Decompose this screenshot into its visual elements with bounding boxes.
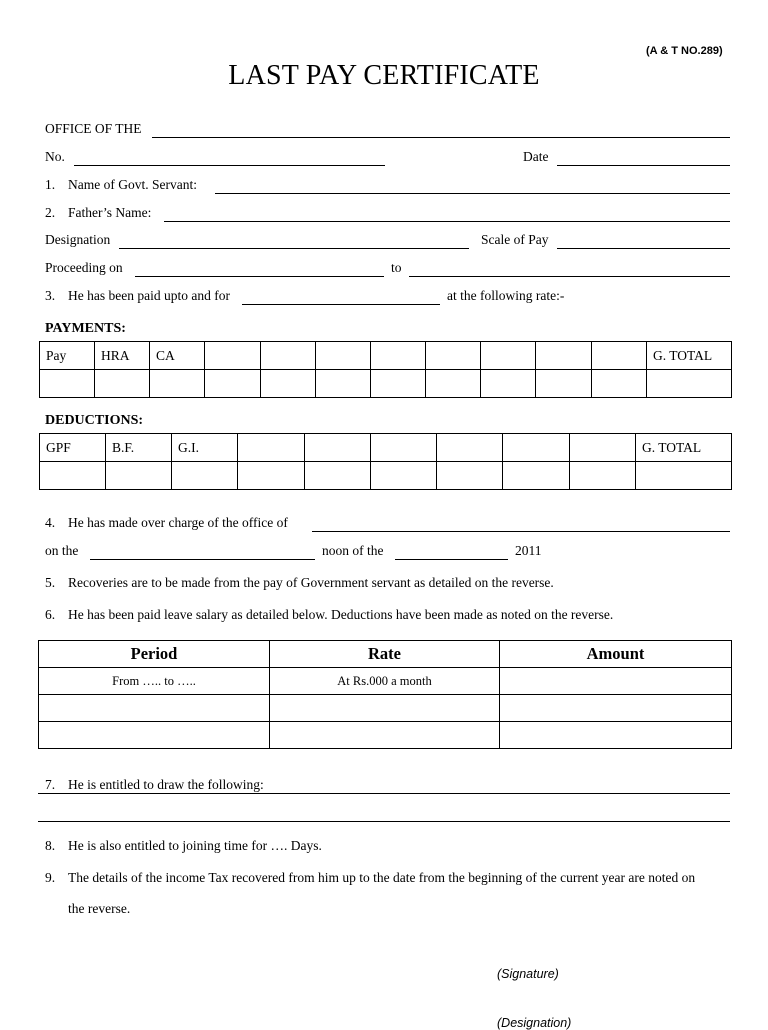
deductions-header-cell: [305, 434, 371, 462]
deductions-value-cell[interactable]: [172, 462, 238, 490]
payments-value-cell[interactable]: [150, 370, 205, 398]
leave-amount-cell[interactable]: [500, 668, 732, 695]
leave-header-row: [39, 641, 732, 668]
payments-value-cell[interactable]: [95, 370, 150, 398]
designation-field[interactable]: [119, 248, 469, 249]
payments-header-cell: [592, 342, 647, 370]
payments-header-cell: CA: [150, 342, 205, 370]
payments-header-cell: Pay: [40, 342, 95, 370]
payments-value-cell[interactable]: [40, 370, 95, 398]
payments-heading: PAYMENTS:: [45, 321, 126, 336]
payments-value-cell[interactable]: [536, 370, 592, 398]
item9-text-continued: the reverse.: [68, 901, 131, 916]
deductions-heading: DEDUCTIONS:: [45, 413, 144, 428]
item9-text: 9. The details of the income Tax recovered from him up to the date from the beginning of the current year are noted on: [45, 870, 696, 885]
item3-suffix: at the following rate:-: [447, 288, 565, 303]
entitled-draw-line-2[interactable]: [38, 821, 730, 822]
no-label: No.: [45, 149, 65, 164]
office-label: OFFICE OF THE: [45, 121, 142, 136]
payments-header-row: [40, 342, 732, 370]
deductions-header-cell: G.I.: [172, 434, 238, 462]
payments-header-cell: [371, 342, 426, 370]
deductions-value-cell[interactable]: [570, 462, 636, 490]
deductions-header-cell: GPF: [40, 434, 106, 462]
deductions-value-cell[interactable]: [371, 462, 437, 490]
deductions-header-cell: [371, 434, 437, 462]
leave-amount-cell[interactable]: [500, 695, 732, 722]
leave-period-cell[interactable]: [39, 695, 270, 722]
leave-salary-table: [38, 640, 732, 749]
deductions-value-cell[interactable]: [437, 462, 503, 490]
deductions-value-cell[interactable]: [636, 462, 732, 490]
payments-value-cell[interactable]: [647, 370, 732, 398]
govt-servant-name-field[interactable]: [215, 193, 730, 194]
item2-label: 2. Father’s Name:: [45, 205, 152, 220]
date-field[interactable]: [557, 165, 730, 166]
deductions-header-cell: [570, 434, 636, 462]
deductions-header-cell: [238, 434, 305, 462]
table-row: [39, 722, 732, 749]
payments-value-cell[interactable]: [592, 370, 647, 398]
deductions-header-cell: [437, 434, 503, 462]
page-title: LAST PAY CERTIFICATE: [228, 60, 540, 91]
designation-label: Designation: [45, 232, 111, 247]
payments-header-cell: [536, 342, 592, 370]
scale-of-pay-field[interactable]: [557, 248, 730, 249]
leave-period-cell[interactable]: [39, 722, 270, 749]
leave-rate-cell[interactable]: [270, 695, 500, 722]
deductions-value-cell[interactable]: [40, 462, 106, 490]
payments-table: [39, 341, 732, 398]
payments-value-cell[interactable]: [316, 370, 371, 398]
item6-text: 6. He has been paid leave salary as detailed below. Deductions have been made as noted on the reverse.: [45, 607, 614, 622]
deductions-value-cell[interactable]: [106, 462, 172, 490]
date-label: Date: [523, 149, 549, 164]
leave-period-cell[interactable]: From ….. to …..: [39, 668, 270, 695]
deductions-value-row: [40, 462, 732, 490]
paid-upto-field[interactable]: [242, 304, 440, 305]
to-field[interactable]: [409, 276, 730, 277]
form-code: (A & T NO.289): [646, 45, 723, 57]
entitled-draw-line-1[interactable]: [38, 793, 730, 794]
payments-header-cell: [316, 342, 371, 370]
deductions-value-cell[interactable]: [503, 462, 570, 490]
payments-value-cell[interactable]: [205, 370, 261, 398]
proceeding-on-label: Proceeding on: [45, 260, 123, 275]
signature-label: (Signature): [497, 967, 559, 981]
payments-value-row: [40, 370, 732, 398]
payments-header-cell: [205, 342, 261, 370]
payments-value-cell[interactable]: [426, 370, 481, 398]
deductions-value-cell[interactable]: [238, 462, 305, 490]
table-row: [39, 668, 732, 695]
leave-amount-cell[interactable]: [500, 722, 732, 749]
on-the-field[interactable]: [90, 559, 315, 560]
item8-text: 8. He is also entitled to joining time for …. Days.: [45, 838, 322, 853]
leave-rate-cell[interactable]: At Rs.000 a month: [270, 668, 500, 695]
leave-header-cell: Period: [39, 641, 270, 668]
leave-header-cell: Rate: [270, 641, 500, 668]
payments-value-cell[interactable]: [371, 370, 426, 398]
deductions-header-cell: G. TOTAL: [636, 434, 732, 462]
item1-label: 1. Name of Govt. Servant:: [45, 177, 197, 192]
deductions-header-cell: [503, 434, 570, 462]
designation-sign-label: (Designation): [497, 1016, 572, 1030]
payments-header-cell: [261, 342, 316, 370]
noon-of-the-label: noon of the: [322, 543, 384, 558]
deductions-header-cell: B.F.: [106, 434, 172, 462]
deductions-header-row: [40, 434, 732, 462]
noon-field[interactable]: [395, 559, 508, 560]
item4-label: 4. He has made over charge of the office of: [45, 515, 288, 530]
deductions-value-cell[interactable]: [305, 462, 371, 490]
no-field[interactable]: [74, 165, 385, 166]
office-charge-field[interactable]: [312, 531, 730, 532]
table-row: [39, 695, 732, 722]
leave-header-cell: Amount: [500, 641, 732, 668]
item7-label: 7. He is entitled to draw the following:: [45, 777, 264, 792]
on-the-label: on the: [45, 543, 79, 558]
payments-header-cell: HRA: [95, 342, 150, 370]
leave-rate-cell[interactable]: [270, 722, 500, 749]
scale-of-pay-label: Scale of Pay: [481, 232, 549, 247]
payments-header-cell: [426, 342, 481, 370]
fathers-name-field[interactable]: [164, 221, 730, 222]
to-label: to: [391, 260, 402, 275]
year-text: 2011: [515, 543, 542, 558]
office-field[interactable]: [152, 137, 730, 138]
payments-value-cell[interactable]: [481, 370, 536, 398]
item3-label: 3. He has been paid upto and for: [45, 288, 230, 303]
proceeding-on-field[interactable]: [135, 276, 384, 277]
payments-header-cell: [481, 342, 536, 370]
deductions-table: [39, 433, 732, 490]
payments-value-cell[interactable]: [261, 370, 316, 398]
payments-header-cell: G. TOTAL: [647, 342, 732, 370]
item5-text: 5. Recoveries are to be made from the pay of Government servant as detailed on the reverse.: [45, 575, 554, 590]
